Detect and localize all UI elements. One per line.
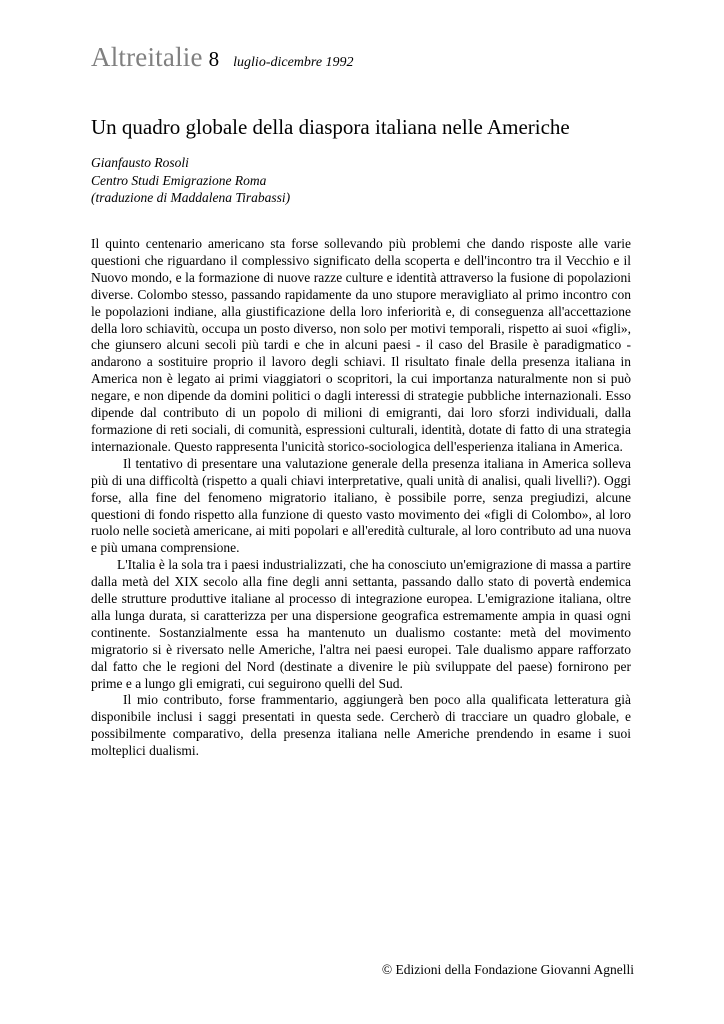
paragraph: L'Italia è la sola tra i paesi industrializzati, che ha conosciuto un'emigrazione di massa a partire dalla metà del XIX secolo alla fine degli anni settanta, passando dallo stato di povertà endemica delle strutture produttive italiane al processo di integrazione europea. L'emigrazione italiana, oltre alla lunga durata, si caratterizza per una dispersione geografica estremamente ampia in quasi ogni continente. Sostanzialmente essa ha mantenuto un dualismo costante: metà del movimento migratorio si è riversato nelle Americhe, l'altra nei paesi europei. Tale dualismo appare rafforzato dal fatto che le regioni del Nord (destinate a divenire le più sviluppate del paese) fornirono per prime e a lungo gli emigrati, cui seguirono quelli del Sud. xyxy=(91,557,631,691)
issue-date: luglio-dicembre 1992 xyxy=(233,55,354,70)
paragraph: Il tentativo di presentare una valutazione generale della presenza italiana in America solleva più di una difficoltà (rispetto a quali chiavi interpretative, quali unità di analisi, quali livelli?). Oggi forse, alla fine del fenomeno migratorio italiano, è possibile porre, senza pregiudizi, alcune questioni di fondo rispetto alla funzione di questo vasto movimento dei «figli di Colombo», al loro ruolo nelle società americane, ai miti popolari e all'eredità culturale, al loro contributo ad una nuova e più umana comprensione. xyxy=(91,455,631,556)
issue-number: 8 xyxy=(208,47,220,71)
byline xyxy=(91,154,290,207)
article-body xyxy=(91,236,631,760)
paragraph: Il mio contributo, forse frammentario, aggiungerà ben poco alla qualificata letteratura già disponibile inclusi i saggi presentati in questa sede. Cercherò di tracciare un quadro globale, e possibilmente comparativo, della presenza italiana nelle Americhe prendendo in esame i suoi molteplici dualismi. xyxy=(91,692,631,759)
author-name: Gianfausto Rosoli xyxy=(91,155,189,170)
author-affiliation: Centro Studi Emigrazione Roma xyxy=(91,172,267,188)
paragraph: Il quinto centenario americano sta forse sollevando più problemi che dando risposte alle varie questioni che riguardano il complessivo significato della scoperta e dell'incontro tra il Vecchio e il Nuovo mondo, e la formazione di nuove razze culture e identità attraverso la fusione di popolazioni diverse. Colombo stesso, passando rapidamente da uno stupore meravigliato al primo incontro con le popolazioni indiane, alla giustificazione della loro inferiorità e, di conseguenza all'accettazione della loro schiavitù, occupa un posto diverso, non solo per motivi temporali, rispetto ai suoi «figli», che giunsero alcuni secoli più tardi e che in alcuni paesi - il caso del Brasile è paradigmatico - andarono a sostituire proprio il lavoro degli schiavi. Il risultato finale della presenza italiana in America non è legato ai primi viaggiatori o scopritori, la cui importanza naturalmente non si può negare, e non dipende da domini politici o dagli interessi di strategie pubbliche internazionali. Esso dipende dal contributo di un popolo di milioni di emigranti, dai loro sforzi individuali, dalla formazione di reti sociali, di comunità, espressioni culturali, identità, dotate di fatto di una strategia internazionale. Questo rappresenta l'unicità storico-sociologica dell'esperienza italiana in America. xyxy=(91,236,631,454)
journal-masthead xyxy=(91,42,354,73)
journal-name: Altreitalie xyxy=(91,42,203,72)
copyright-footer: © Edizioni della Fondazione Giovanni Agnelli xyxy=(381,962,634,977)
article-title: Un quadro globale della diaspora italiana nelle Americhe xyxy=(91,115,570,139)
translator-note: (traduzione di Maddalena Tirabassi) xyxy=(91,190,291,205)
